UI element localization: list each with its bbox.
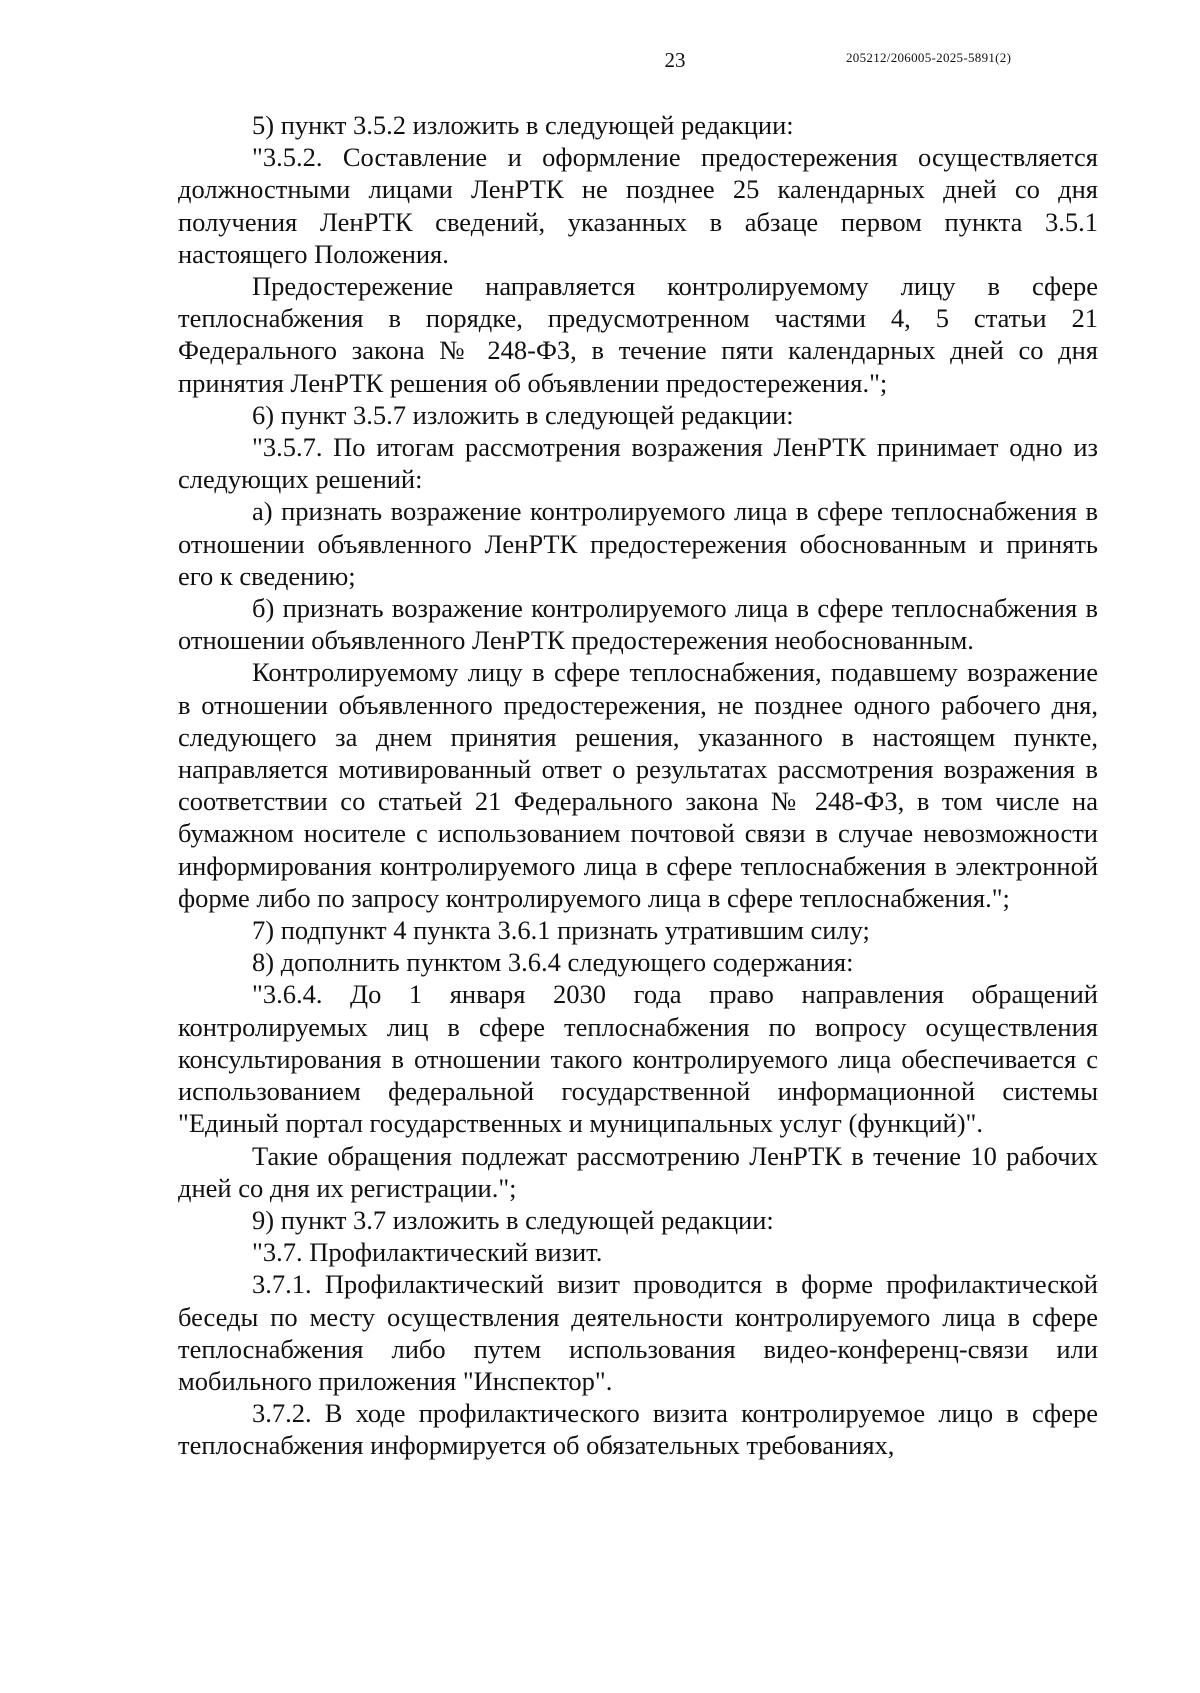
paragraph: 5) пункт 3.5.2 изложить в следующей редакции: — [252, 110, 794, 140]
paragraph: 3.7.2. В ходе профилактического визита контролируемое лицо в сфере теплоснабжения информируется об обязательных требованиях, — [178, 1398, 1098, 1461]
page-number: 23 — [664, 48, 686, 72]
paragraph: б) признать возражение контролируемого лица в сфере теплоснабжения в отношении объявленного ЛенРТК предостережения необоснованным. — [178, 593, 1098, 656]
paragraph: 3.7.1. Профилактический визит проводится в форме профилактической беседы по месту осуществления деятельности контролируемого лица в сфере теплоснабжения либо путем использования видео-конференц-связи или мобильного приложения "Инспектор". — [178, 1269, 1098, 1396]
document-registration-number: 205212/206005-2025-5891(2) — [846, 50, 1012, 65]
paragraph: 7) подпункт 4 пункта 3.6.1 признать утратившим силу; — [252, 915, 870, 946]
paragraph: а) признать возражение контролируемого лица в сфере теплоснабжения в отношении объявленного ЛенРТК предостережения обоснованным и принять его к сведению; — [178, 496, 1098, 591]
paragraph: 6) пункт 3.5.7 изложить в следующей редакции: — [252, 399, 794, 430]
paragraph: "3.7. Профилактический визит. — [252, 1237, 603, 1268]
paragraph: 8) дополнить пунктом 3.6.4 следующего содержания: — [252, 947, 854, 978]
paragraph: Предостережение направляется контролируемому лицу в сфере теплоснабжения в порядке, предусмотренном частями 4, 5 статьи 21 Федерального закона № 248-ФЗ, в течение пяти календарных дней со дня принятия ЛенРТК решения об объявлении предостережения."; — [178, 271, 1098, 398]
paragraph: Такие обращения подлежат рассмотрению ЛенРТК в течение 10 рабочих дней со дня их регистрации."; — [178, 1140, 1098, 1203]
paragraph: 9) пункт 3.7 изложить в следующей редакции: — [252, 1204, 774, 1235]
paragraph: Контролируемому лицу в сфере теплоснабжения, подавшему возражение в отношении объявленного предостережения, не позднее одного рабочего дня, следующего за днем принятия решения, указанного в настоящем пункте, направляется мотивированный ответ о результатах рассмотрения возражения в соответствии со статьей 21 Федерального закона № 248-ФЗ, в том числе на бумажном носителе с использованием почтовой связи в случае невозможности информирования контролируемого лица в сфере теплоснабжения в электронной форме либо по запросу контролируемого лица в сфере теплоснабжения."; — [178, 657, 1098, 913]
paragraph: "3.6.4. До 1 января 2030 года право направления обращений контролируемых лиц в сфере теплоснабжения по вопросу осуществления консультирования в отношении такого контролируемого лица обеспечивается с использованием федеральной государственной информационной системы "Единый портал государственных и муниципальных услуг (функций)". — [178, 979, 1098, 1139]
document-body — [178, 109, 1098, 1462]
paragraph: "3.5.7. По итогам рассмотрения возражения ЛенРТК принимает одно из следующих решений: — [178, 432, 1098, 495]
paragraph: "3.5.2. Составление и оформление предостережения осуществляется должностными лицами ЛенРТК не позднее 25 календарных дней со дня получения ЛенРТК сведений, указанных в абзаце первом пункта 3.5.1 настоящего Положения. — [178, 142, 1098, 269]
